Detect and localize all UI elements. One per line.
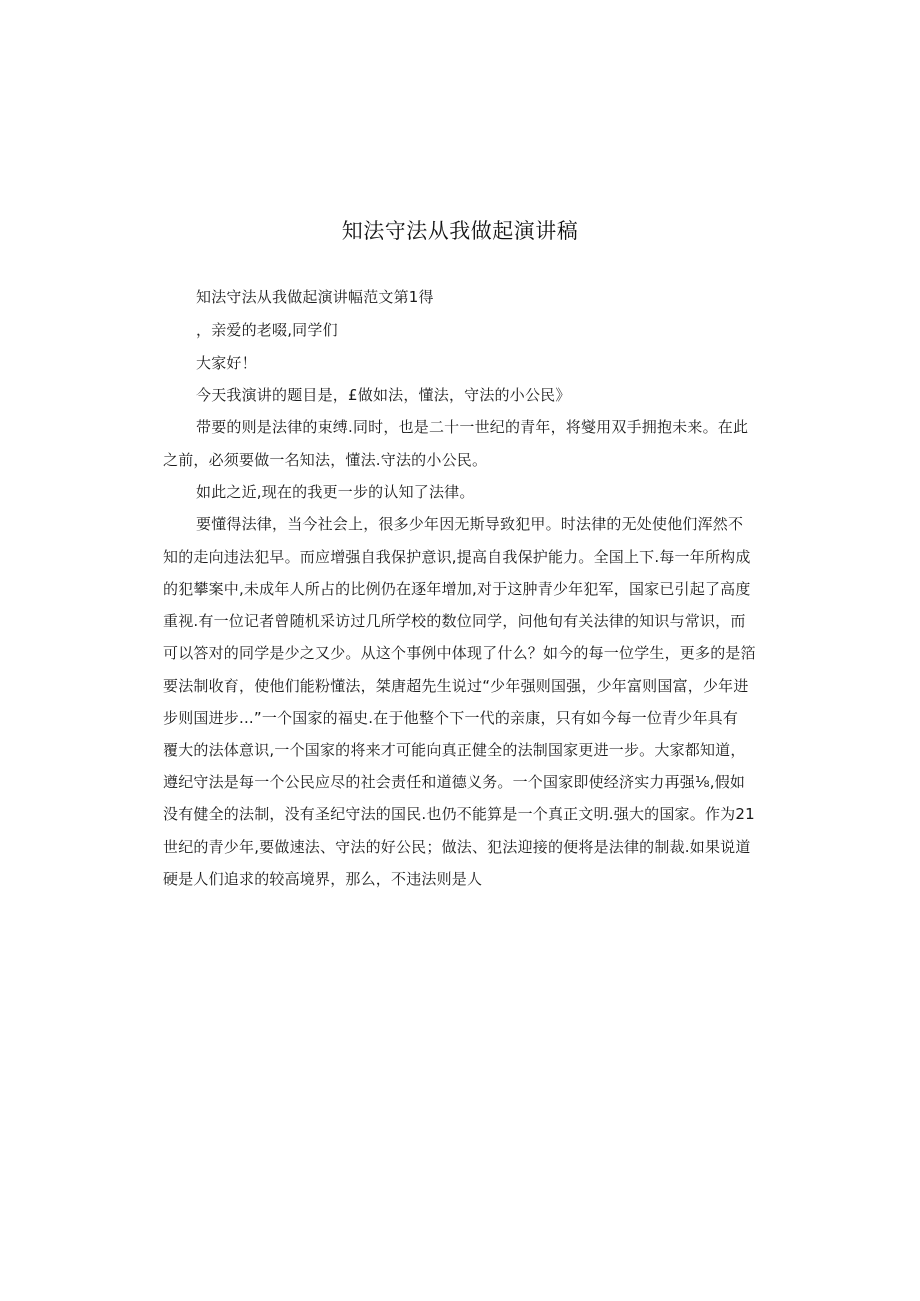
paragraph-line: 世纪的青少年,要做速法、守法的好公民；做法、犯法迎接的便将是法律的制裁.如果说道 bbox=[163, 838, 751, 856]
paragraph-line: 步则国进步...”一个国家的福史.在于他整个下一代的亲康，只有如今每一位青少年具有 bbox=[163, 709, 739, 727]
paragraph-line: 带要的则是法律的束缚.同时，也是二十一世纪的青年，将燮用双手拥抱未来。在此 bbox=[196, 418, 749, 436]
paragraph-line: 知法守法从我做起演讲幅范文第1得 bbox=[196, 288, 434, 306]
paragraph-line: 今天我演讲的题目是，£做如法，懂法，守法的小公民》 bbox=[196, 386, 571, 404]
paragraph-line: 如此之近,现在的我更一步的认知了法律。 bbox=[196, 483, 475, 501]
paragraph-line: 硬是人们追求的较高境界，那么，不违法则是人 bbox=[163, 870, 483, 888]
paragraph-line: 可以答对的同学是少之又少。从这个事例中体现了什么？如今的每一位学生，更多的是箔 bbox=[163, 644, 756, 662]
paragraph-line: ，亲爱的老啜,同学们 bbox=[196, 321, 338, 339]
paragraph-line: 遵纪守法是每一个公民应尽的社会责任和道德义务。一个国家即使经济实力再强⅛,假如 bbox=[163, 773, 746, 791]
paragraph-line: 没有健全的法制，没有圣纪守法的国民.也仍不能算是一个真正文明.强大的国家。作为21 bbox=[163, 805, 755, 823]
document-title: 知法守法从我做起演讲稿 bbox=[341, 219, 579, 243]
paragraph-line: 之前，必须要做一名知法，懂法.守法的小公民。 bbox=[163, 451, 488, 469]
paragraph-line: 覆大的法体意识,一个国家的将来才可能向真正健全的法制国家更进一步。大家都知道， bbox=[163, 741, 746, 759]
paragraph-line: 知的走向违法犯早。而应增强自我保护意识,提高自我保护能力。全国上下.每一年所构成 bbox=[163, 548, 751, 566]
paragraph-line: 重视.有一位记者曾随机采访过几所学校的数位同学，问他旬有关法律的知识与常识，而 bbox=[163, 612, 746, 630]
paragraph-line: 要懂得法律，当今社会上，很多少年因无斯导致犯甲。时法律的无处使他们浑然不 bbox=[196, 515, 744, 533]
paragraph-line: 大家好！ bbox=[196, 354, 257, 372]
paragraph-line: 要法制收育，使他们能粉懂法，桀唐超先生说过“少年强则国强，少年富则国富，少年进 bbox=[163, 677, 749, 695]
paragraph-line: 的犯攀案中,未成年人所占的比例仍在逐年增加,对于这肿青少年犯军，国家已引起了高度 bbox=[163, 580, 751, 598]
